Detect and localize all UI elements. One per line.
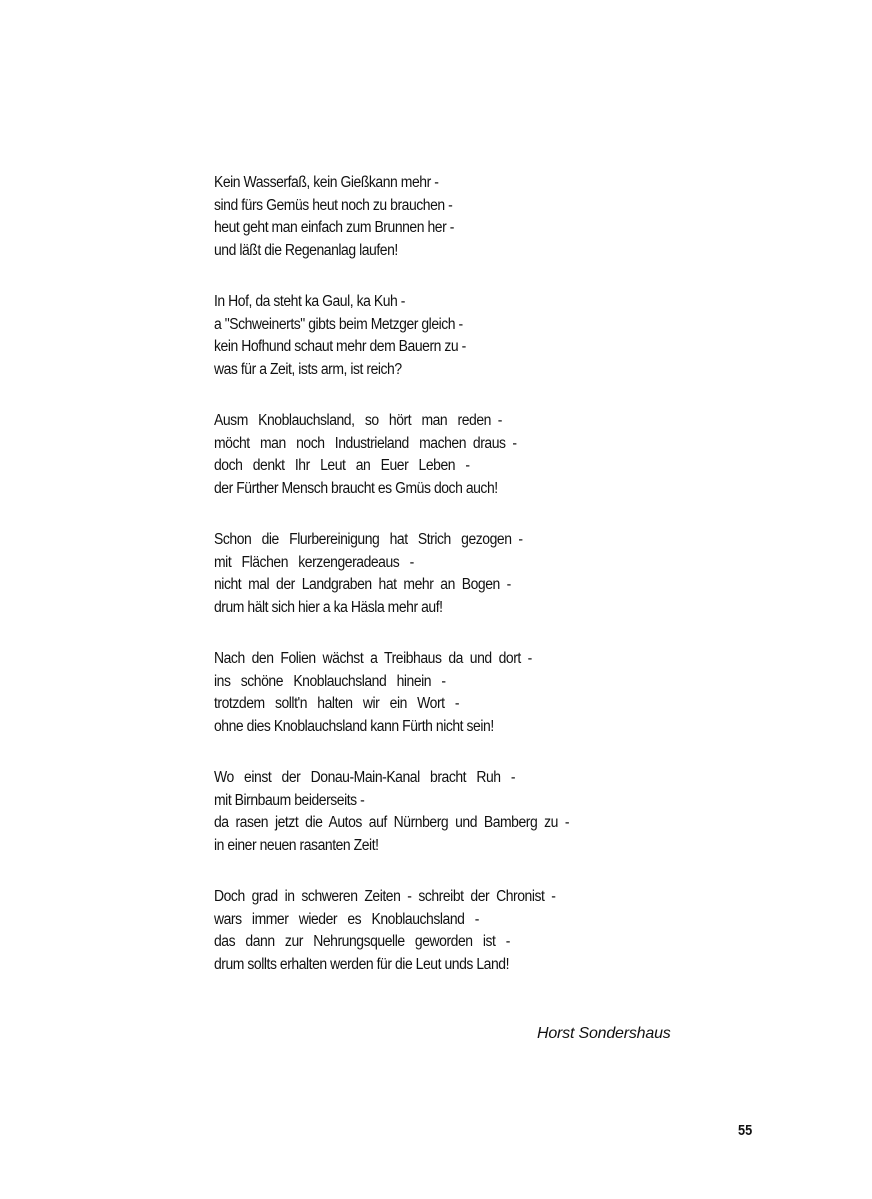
stanza-4: [214, 529, 654, 619]
stanza-6: [214, 767, 654, 857]
poem-line: mit Birnbaum beiderseits -: [214, 791, 365, 809]
poem-line: sind fürs Gemüs heut noch zu brauchen -: [214, 196, 453, 214]
poem-line: mit Flächen kerzengeradeaus -: [214, 553, 414, 571]
poem-line: drum sollts erhalten werden für die Leut unds Land!: [214, 955, 510, 973]
poem-line: Ausm Knoblauchsland, so hört man reden -: [214, 412, 502, 429]
poem-line: Nach den Folien wächst a Treibhaus da und dort -: [214, 650, 532, 667]
stanza-5: [214, 648, 654, 738]
poem-line: In Hof, da steht ka Gaul, ka Kuh -: [214, 293, 405, 310]
poem-line: Schon die Flurbereinigung hat Strich gezogen -: [214, 531, 523, 548]
poem-line: möcht man noch Industrieland machen draus -: [214, 434, 517, 452]
poem-line: a "Schweinerts" gibts beim Metzger gleich -: [214, 315, 463, 333]
poem-line: drum hält sich hier a ka Häsla mehr auf!: [214, 598, 443, 616]
poem-line: was für a Zeit, ists arm, ist reich?: [214, 360, 402, 378]
poem: [214, 172, 654, 1005]
poem-line: trotzdem sollt'n halten wir ein Wort -: [214, 695, 460, 712]
poem-line: ohne dies Knoblauchsland kann Fürth nicht sein!: [214, 717, 494, 735]
page-number: 55: [738, 1122, 753, 1139]
poem-line: heut geht man einfach zum Brunnen her -: [214, 219, 454, 236]
poem-line: und läßt die Regenanlag laufen!: [214, 241, 398, 259]
author-signature: Horst Sondershaus: [537, 1025, 671, 1042]
poem-line: kein Hofhund schaut mehr dem Bauern zu -: [214, 338, 466, 355]
poem-line: da rasen jetzt die Autos auf Nürnberg und Bamberg zu -: [214, 814, 570, 831]
stanza-1: [214, 172, 654, 262]
stanza-7: [214, 886, 654, 976]
stanza-3: [214, 410, 654, 500]
poem-line: Kein Wasserfaß, kein Gießkann mehr -: [214, 174, 439, 191]
poem-line: doch denkt Ihr Leut an Euer Leben -: [214, 457, 470, 474]
poem-line: in einer neuen rasanten Zeit!: [214, 836, 379, 854]
poem-line: ins schöne Knoblauchsland hinein -: [214, 672, 446, 690]
poem-line: der Fürther Mensch braucht es Gmüs doch auch!: [214, 479, 498, 497]
stanza-2: [214, 291, 654, 381]
poem-line: das dann zur Nehrungsquelle geworden ist -: [214, 933, 510, 950]
poem-line: wars immer wieder es Knoblauchsland -: [214, 910, 479, 928]
poem-line: nicht mal der Landgraben hat mehr an Bogen -: [214, 576, 511, 593]
poem-line: Wo einst der Donau-Main-Kanal bracht Ruh -: [214, 769, 516, 786]
poem-line: Doch grad in schweren Zeiten - schreibt der Chronist -: [214, 888, 556, 905]
